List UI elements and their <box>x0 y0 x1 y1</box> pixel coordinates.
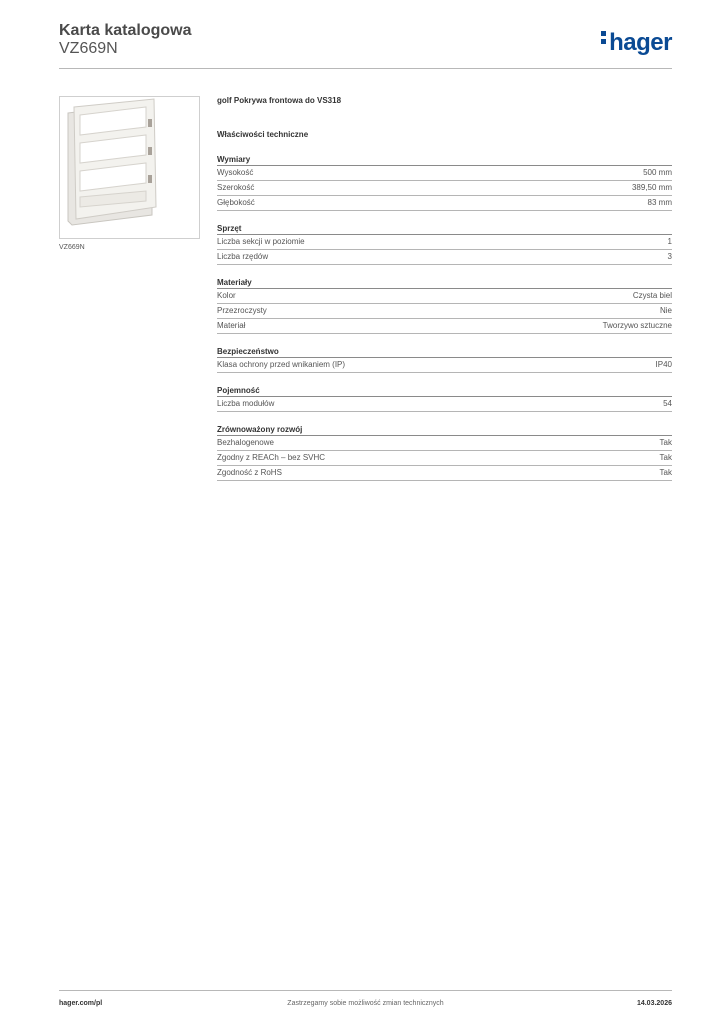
page-title: Karta katalogowa <box>59 22 192 39</box>
footer-disclaimer: Zastrzegamy sobie możliwość zmian technicznych <box>287 1000 444 1007</box>
property-value: Czysta biel <box>632 291 672 300</box>
property-value: Tak <box>659 468 672 477</box>
property-row <box>217 196 672 211</box>
property-label: Szerokość <box>217 183 255 192</box>
property-label: Bezhalogenowe <box>217 438 274 447</box>
property-row <box>217 181 672 196</box>
property-value: 500 mm <box>643 168 672 177</box>
group-title: Zrównoważony rozwój <box>217 424 672 436</box>
page-footer <box>59 990 672 1011</box>
footer-website-link[interactable]: hager.com/pl <box>59 1000 103 1007</box>
property-row <box>217 166 672 181</box>
property-label: Materiał <box>217 321 246 330</box>
group-title: Wymiary <box>217 154 672 166</box>
page-header <box>59 20 672 69</box>
property-value: 83 mm <box>647 198 672 207</box>
property-row <box>217 466 672 481</box>
property-label: Liczba sekcji w poziomie <box>217 237 305 246</box>
property-label: Liczba modułów <box>217 399 275 408</box>
product-code: VZ669N <box>59 40 118 57</box>
property-row <box>217 358 672 373</box>
property-label: Zgodność z RoHS <box>217 468 282 477</box>
section-title: Właściwości techniczne <box>217 130 309 139</box>
property-row <box>217 304 672 319</box>
property-label: Klasa ochrony przed wnikaniem (IP) <box>217 360 346 369</box>
property-value: Tworzywo sztuczne <box>602 321 672 330</box>
front-cover-illustration <box>60 97 199 238</box>
property-groups <box>217 154 672 481</box>
property-value: Tak <box>659 438 672 447</box>
group-title: Sprzęt <box>217 223 672 235</box>
group-title: Pojemność <box>217 385 672 397</box>
property-row <box>217 451 672 466</box>
property-label: Kolor <box>217 291 236 300</box>
property-value: Nie <box>659 306 672 315</box>
property-row <box>217 397 672 412</box>
property-value: IP40 <box>655 360 672 369</box>
property-label: Przezroczysty <box>217 306 267 315</box>
footer-date: 14.03.2026 <box>636 1000 672 1007</box>
product-name: golf Pokrywa frontowa do VS318 <box>217 96 342 105</box>
property-label: Wysokość <box>217 168 254 177</box>
technical-properties <box>217 96 672 481</box>
property-value: 389,50 mm <box>631 183 672 192</box>
property-row <box>217 235 672 250</box>
property-value: Tak <box>659 453 672 462</box>
property-row <box>217 436 672 451</box>
hager-logo <box>601 28 672 57</box>
logo-dots-icon <box>601 28 607 47</box>
property-row <box>217 250 672 265</box>
property-value: 54 <box>663 399 672 408</box>
property-value: 1 <box>667 237 672 246</box>
property-label: Głębokość <box>217 198 255 207</box>
product-image <box>59 96 200 239</box>
group-title: Bezpieczeństwo <box>217 346 672 358</box>
property-value: 3 <box>667 252 672 261</box>
image-caption: VZ669N <box>59 244 85 251</box>
property-label: Zgodny z REACh – bez SVHC <box>217 453 326 462</box>
property-row <box>217 289 672 304</box>
logo-text: hager <box>609 29 672 56</box>
property-row <box>217 319 672 334</box>
property-label: Liczba rzędów <box>217 252 269 261</box>
group-title: Materiały <box>217 277 672 289</box>
